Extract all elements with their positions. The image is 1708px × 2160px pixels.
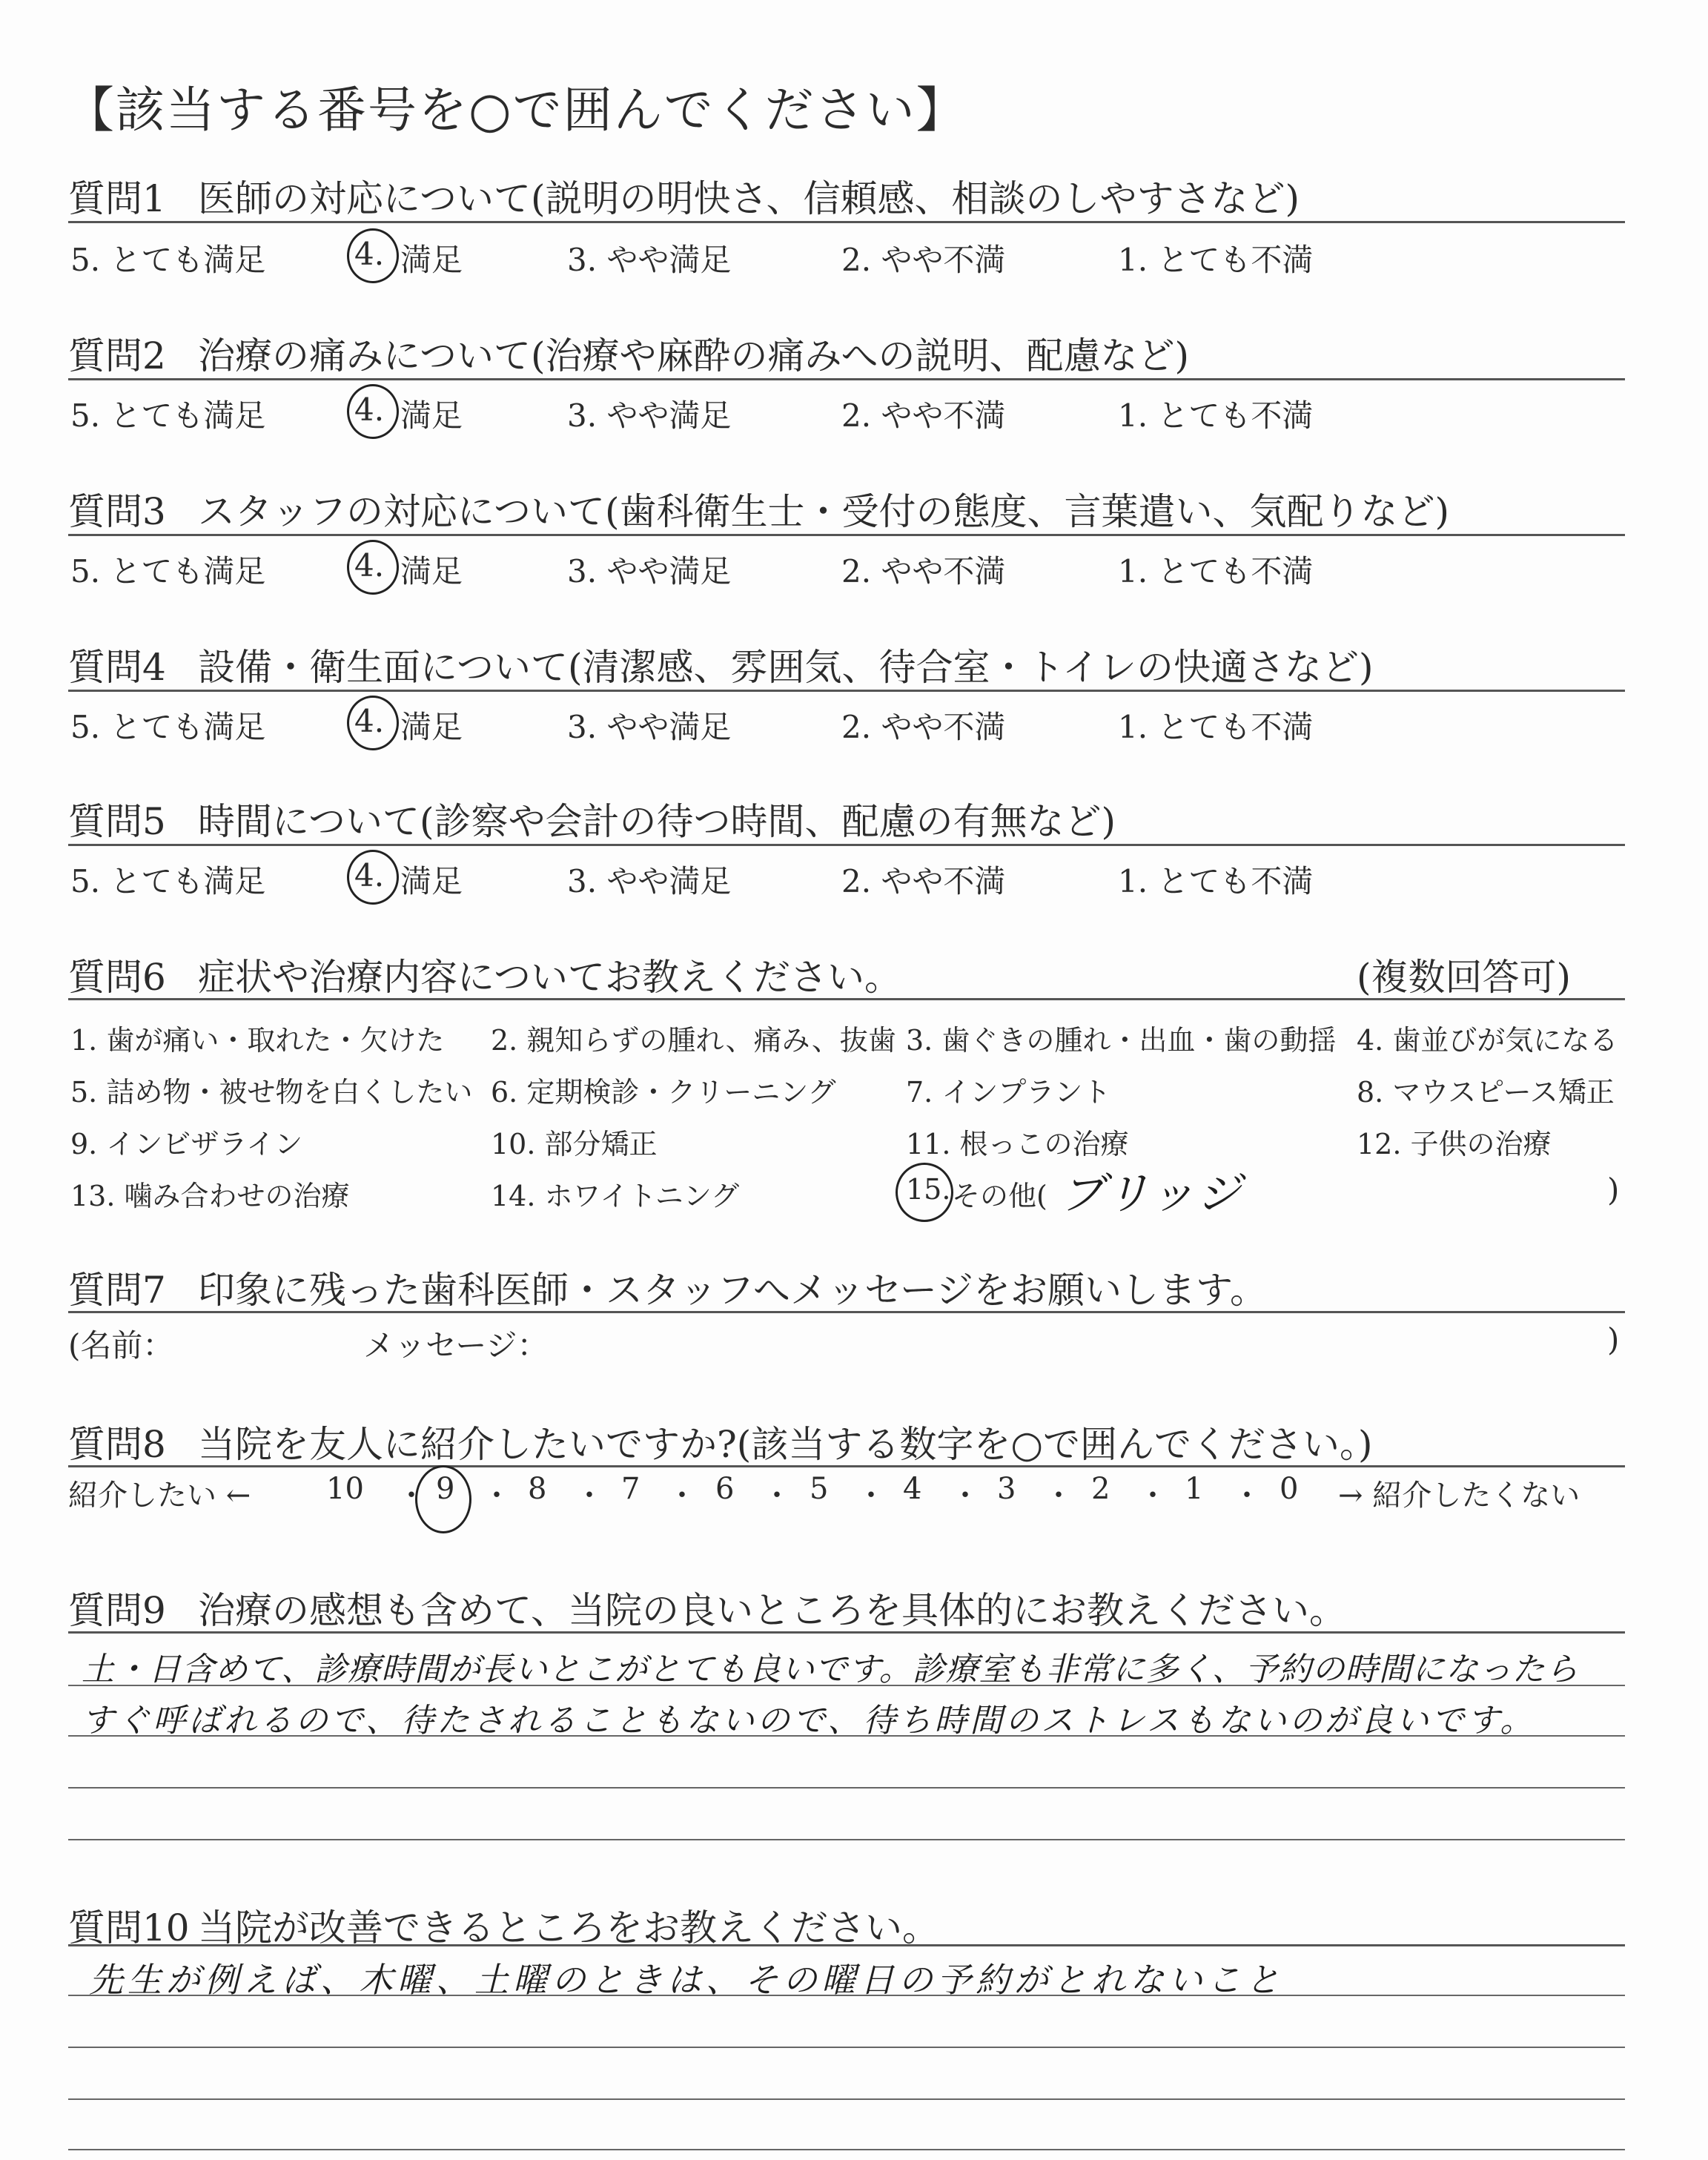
- question-number: 質問10: [68, 1906, 190, 1949]
- symptom-item[interactable]: 10. 部分矯正: [491, 1128, 658, 1160]
- question-text: 症状や治療内容についてお教えください。: [198, 956, 901, 999]
- scale-dot: ・: [1138, 1479, 1168, 1513]
- option-1[interactable]: 1. とても不満: [1118, 863, 1314, 899]
- question-7: [68, 1261, 1267, 1314]
- symptom-item-15[interactable]: 15.: [906, 1173, 951, 1206]
- option-2[interactable]: 2. やや不満: [841, 863, 1006, 899]
- question-text: 治療の痛みについて(治療や麻酔の痛みへの説明、配慮など): [198, 334, 1190, 377]
- answer-line: [68, 1787, 1625, 1789]
- symptom-item[interactable]: 7. インプラント: [906, 1076, 1111, 1109]
- scale-dot: ・: [1232, 1479, 1262, 1513]
- question-number: 質問8: [68, 1423, 166, 1466]
- scale-dot: ・: [667, 1479, 697, 1513]
- question-text: スタッフの対応について(歯科衛生士・受付の態度、言葉遣い、気配りなど): [198, 490, 1450, 533]
- divider: [68, 221, 1625, 223]
- option-4-label: 満足: [400, 709, 463, 745]
- option-4[interactable]: 4.: [354, 703, 385, 739]
- other-label: その他(: [952, 1180, 1047, 1212]
- question-number: 質問9: [68, 1589, 166, 1632]
- divider: [68, 690, 1625, 692]
- question-6: [68, 948, 901, 1001]
- option-2[interactable]: 2. やや不満: [841, 397, 1006, 434]
- answer-circle: [347, 384, 399, 439]
- question-number: 質問2: [68, 334, 166, 377]
- option-3[interactable]: 3. やや満足: [567, 553, 732, 589]
- option-4[interactable]: 4.: [354, 857, 385, 894]
- scale-5[interactable]: 5: [810, 1472, 829, 1506]
- symptom-item[interactable]: 14. ホワイトニング: [491, 1180, 740, 1212]
- option-4[interactable]: 4.: [354, 236, 385, 272]
- option-3[interactable]: 3. やや満足: [567, 242, 732, 278]
- option-2[interactable]: 2. やや不満: [841, 553, 1006, 589]
- option-5[interactable]: 5. とても満足: [70, 863, 266, 899]
- question-9: [68, 1581, 1346, 1634]
- divider: [68, 1631, 1625, 1634]
- scale-dot: ・: [856, 1479, 886, 1513]
- name-label: (名前：: [68, 1327, 174, 1364]
- option-2[interactable]: 2. やや不満: [841, 709, 1006, 745]
- divider: [68, 1311, 1625, 1313]
- question-text: 当院が改善できるところをお教えください。: [198, 1906, 939, 1949]
- answer-circle: [347, 850, 399, 905]
- option-4[interactable]: 4.: [354, 547, 385, 584]
- answer-line: [68, 1839, 1625, 1840]
- answer-circle: [347, 540, 399, 595]
- scale-dot: ・: [950, 1479, 980, 1513]
- answer-line: [68, 2047, 1625, 2048]
- option-5[interactable]: 5. とても満足: [70, 397, 266, 434]
- question-number: 質問3: [68, 490, 166, 533]
- question-8: [68, 1415, 1372, 1468]
- option-5[interactable]: 5. とても満足: [70, 553, 266, 589]
- option-3[interactable]: 3. やや満足: [567, 709, 732, 745]
- handwritten-answer-line: 土・日含めて、診療時間が長いとこがとても良いです。診療室も非常に多く、予約の時間になったら: [82, 1651, 1579, 1688]
- scale-2[interactable]: 2: [1091, 1472, 1110, 1506]
- scale-dot: ・: [1044, 1479, 1073, 1513]
- option-5[interactable]: 5. とても満足: [70, 709, 266, 745]
- divider: [68, 1944, 1625, 1946]
- divider: [68, 1465, 1625, 1467]
- question-number: 質問4: [68, 646, 166, 689]
- question-4: [68, 638, 1374, 691]
- scale-right-label: → 紹介したくない: [1338, 1479, 1580, 1513]
- scale-dot: ・: [575, 1479, 604, 1513]
- question-number: 質問7: [68, 1269, 166, 1312]
- option-1[interactable]: 1. とても不満: [1118, 709, 1314, 745]
- scale-6[interactable]: 6: [715, 1472, 735, 1506]
- option-4-label: 満足: [400, 553, 463, 589]
- handwritten-answer-line: 先生が例えば、木曜、土曜のときは、その曜日の予約がとれないこと: [89, 1960, 1284, 2000]
- symptom-item[interactable]: 8. マウスピース矯正: [1357, 1076, 1615, 1109]
- option-4-label: 満足: [400, 863, 463, 899]
- answer-line: [68, 1735, 1625, 1737]
- question-text: 医師の対応について(説明の明快さ、信頼感、相談のしやすさなど): [198, 177, 1300, 220]
- scale-3[interactable]: 3: [997, 1472, 1016, 1506]
- question-text: 当院を友人に紹介したいですか?(該当する数字を○で囲んでください。): [198, 1423, 1373, 1466]
- option-4-label: 満足: [400, 242, 463, 278]
- question-3: [68, 482, 1449, 535]
- scale-dot: ・: [397, 1479, 426, 1513]
- handwritten-answer-line: すぐ呼ばれるので、待たされることもないので、待ち時間のストレスもないのが良いです。: [82, 1702, 1536, 1740]
- answer-line: [68, 1685, 1625, 1686]
- question-text: 治療の感想も含めて、当院の良いところを具体的にお教えください。: [198, 1589, 1346, 1632]
- question-text: 時間について(診察や会計の待つ時間、配慮の有無など): [198, 800, 1116, 843]
- scale-left-label: 紹介したい ←: [68, 1479, 251, 1513]
- message-close-paren: ): [1607, 1321, 1620, 1358]
- question-1: [68, 169, 1300, 222]
- symptom-item[interactable]: 9. インビザライン: [70, 1128, 303, 1160]
- option-3[interactable]: 3. やや満足: [567, 863, 732, 899]
- answer-circle: [415, 1465, 471, 1533]
- option-3[interactable]: 3. やや満足: [567, 397, 732, 434]
- option-5[interactable]: 5. とても満足: [70, 242, 266, 278]
- answer-line: [68, 2149, 1625, 2150]
- answer-circle: [347, 228, 399, 283]
- answer-circle: [896, 1163, 953, 1222]
- scale-4[interactable]: 4: [903, 1472, 922, 1506]
- other-close-paren: ): [1607, 1172, 1620, 1208]
- answer-line: [68, 2098, 1625, 2100]
- option-4-label: 満足: [400, 397, 463, 434]
- option-1[interactable]: 1. とても不満: [1118, 553, 1314, 589]
- other-answer-handwritten: ブリッジ: [1060, 1168, 1244, 1220]
- scale-0[interactable]: 0: [1280, 1472, 1299, 1506]
- instruction-header: 【該当する番号を○で囲んでください】: [65, 82, 967, 139]
- symptom-item[interactable]: 6. 定期検診・クリーニング: [491, 1076, 836, 1109]
- question-number: 質問5: [68, 800, 166, 843]
- divider: [68, 844, 1625, 846]
- scale-10[interactable]: 10: [326, 1472, 364, 1506]
- symptom-item[interactable]: 1. 歯が痛い・取れた・欠けた: [70, 1024, 445, 1057]
- question-text: 印象に残った歯科医師・スタッフへメッセージをお願いします。: [198, 1269, 1267, 1312]
- scale-dot: ・: [482, 1479, 512, 1513]
- question-2: [68, 326, 1189, 380]
- symptom-item[interactable]: 11. 根っこの治療: [906, 1128, 1129, 1160]
- symptom-item[interactable]: 12. 子供の治療: [1357, 1128, 1552, 1160]
- answer-line: [68, 1995, 1625, 1996]
- option-1[interactable]: 1. とても不満: [1118, 242, 1314, 278]
- divider: [68, 378, 1625, 380]
- question-text: 設備・衛生面について(清潔感、雰囲気、待合室・トイレの快適さなど): [198, 646, 1374, 689]
- scale-9[interactable]: 9: [436, 1472, 455, 1506]
- symptom-item[interactable]: 5. 詰め物・被せ物を白くしたい: [70, 1076, 473, 1109]
- scale-7[interactable]: 7: [621, 1472, 640, 1506]
- question-number: 質問6: [68, 956, 166, 999]
- question-5: [68, 792, 1116, 845]
- scale-1[interactable]: 1: [1185, 1472, 1204, 1506]
- divider: [68, 998, 1625, 1000]
- message-label: メッセージ：: [363, 1327, 549, 1364]
- symptom-item[interactable]: 13. 噛み合わせの治療: [70, 1180, 350, 1212]
- divider: [68, 534, 1625, 536]
- multiple-answer-note: (複数回答可): [1357, 956, 1572, 999]
- option-2[interactable]: 2. やや不満: [841, 242, 1006, 278]
- question-number: 質問1: [68, 177, 166, 220]
- symptom-item[interactable]: 4. 歯並びが気になる: [1357, 1024, 1618, 1057]
- symptom-item[interactable]: 2. 親知らずの腫れ、痛み、抜歯: [491, 1024, 896, 1057]
- answer-circle: [347, 696, 399, 750]
- option-1[interactable]: 1. とても不満: [1118, 397, 1314, 434]
- scale-8[interactable]: 8: [528, 1472, 547, 1506]
- option-4[interactable]: 4.: [354, 392, 385, 428]
- scale-dot: ・: [762, 1479, 792, 1513]
- symptom-item[interactable]: 3. 歯ぐきの腫れ・出血・歯の動揺: [906, 1024, 1337, 1057]
